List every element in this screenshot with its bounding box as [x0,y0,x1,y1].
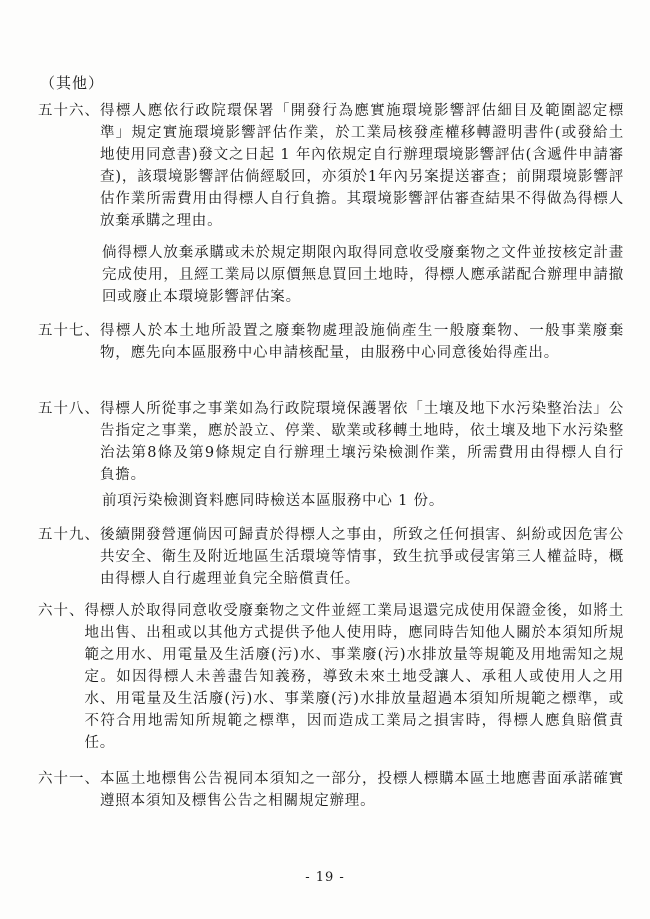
clause-number: 六十、 [38,603,85,619]
clause-text: 得標人於本土地所設置之廢棄物處理設施倘產生一般廢棄物、一般事業廢棄物，應先向本區服務中心申請核配量，由服務中心同意後始得產出。 [100,323,624,361]
clause-58-extra-paragraph: 前項污染檢測資料應同時檢送本區服務中心 1 份。 [102,493,445,509]
clause-text: 得標人所從事之事業如為行政院環境保護署依「土壤及地下水污染整治法」公告指定之事業，應於設立、停業、歇業或移轉土地時，依土壤及地下水污染整治法第8條及第9條規定自行辦理土壤污染檢測作業，所需費用由得標人自行負擔。 [100,401,624,483]
clause-text: 得標人於取得同意收受廢棄物之文件並經工業局退還完成使用保證金後，如將土地出售、出租或以其他方式提供予他人使用時，應同時告知他人關於本須知所規範之用水、用電量及生活廢(污)水、事業廢(污)水排放量等規範及用地需知之規定。如因得標人未善盡告知義務，導致未來土地受讓人、承租人或使用人之用水、用電量及生活廢(污)水、事業廢(污)水排放量超過本須知所規範之標準，或不符合用地需知所規範之標準，因而造成工業局之損害時，得標人應負賠償責任。 [84,603,624,751]
clause-57 [38,320,624,364]
clause-61 [38,768,624,812]
page-number: - 19 - [305,870,345,885]
clause-number: 五十六、 [38,103,100,119]
clause-number: 五十九、 [38,527,100,543]
clause-60 [38,600,624,754]
clause-number: 六十一、 [38,771,100,787]
clause-56 [38,100,624,232]
clause-text: 本區土地標售公告視同本須知之一部分，投標人標購本區土地應書面承諾確實遵照本須知及標售公告之相關規定辦理。 [100,771,624,809]
clause-56-extra-paragraph: 倘得標人放棄承購或未於規定期限內取得同意收受廢棄物之文件並按核定計畫完成使用，且經工業局以原價無息買回土地時，得標人應承諾配合辦理申請撤回或廢止本環境影響評估案。 [102,245,624,305]
clause-text: 得標人應依行政院環保署「開發行為應實施環境影響評估細目及範圍認定標準」規定實施環境影響評估作業，於工業局核發產權移轉證明書件(或發給土地使用同意書)發文之日起 1 年內依規定自行辦理環境影響評估(含遞件申請審查)，該環境影響評估倘經駁回，亦須於1年內另案提送審查；前開環境影響評估作業所需費用由得標人自行負擔。其環境影響評估審查結果不得做為得標人放棄承購之理由。 [100,103,624,229]
clause-text: 後續開發營運倘因可歸責於得標人之事由，所致之任何損害、糾紛或因危害公共安全、衛生及附近地區生活環境等情事，致生抗爭或侵害第三人權益時，概由得標人自行處理並負完全賠償責任。 [100,527,624,587]
clause-58 [38,398,624,486]
clause-number: 五十八、 [38,401,100,417]
clause-59 [38,524,624,590]
clause-number: 五十七、 [38,323,100,339]
section-heading: （其他） [40,74,105,92]
